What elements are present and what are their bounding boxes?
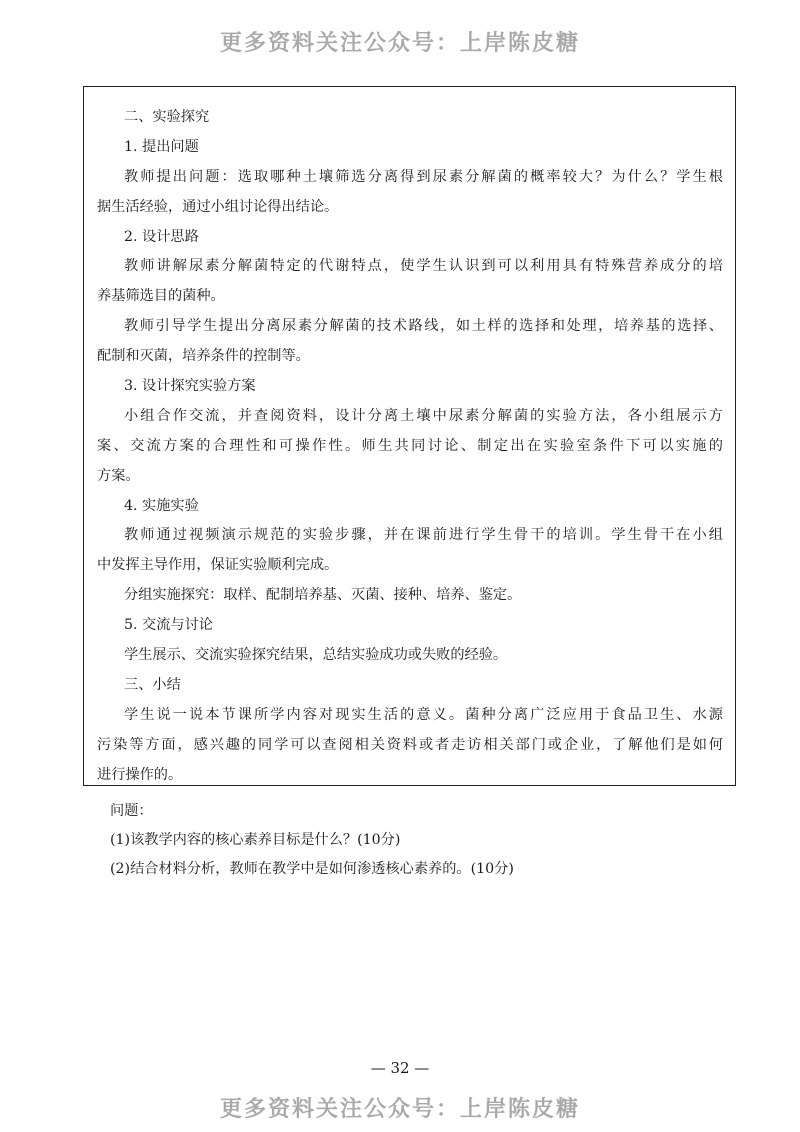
question-2: (2)结合材料分析，教师在教学中是如何渗透核心素养的。(10分) (110, 861, 514, 877)
material-line: 养基筛选目的菌种。 (97, 288, 225, 305)
material-line: 据生活经验，通过小组讨论得出结论。 (97, 198, 339, 215)
material-line: 1. 提出问题 (124, 138, 199, 155)
material-line: 学生展示、交流实验探究结果，总结实验成功或失败的经验。 (124, 647, 508, 664)
questions-heading: 问题： (110, 803, 153, 819)
question-1: (1)该教学内容的核心素养目标是什么？(10分) (110, 832, 401, 848)
material-line: 2. 设计思路 (124, 228, 199, 245)
material-line: 5. 交流与讨论 (124, 617, 213, 634)
material-line: 3. 设计探究实验方案 (124, 378, 256, 395)
material-line: 学生说一说本节课所学内容对现实生活的意义。菌种分离广泛应用于食品卫生、水源 (124, 706, 723, 723)
material-box (83, 86, 736, 786)
material-line: 三、小结 (124, 676, 181, 693)
questions-section (83, 797, 736, 884)
material-line: 教师提出问题：选取哪种土壤筛选分离得到尿素分解菌的概率较大？为什么？学生根 (124, 168, 723, 185)
material-line: 案、交流方案的合理性和可操作性。师生共同讨论、制定出在实验室条件下可以实施的 (97, 437, 723, 454)
watermark-top: 更多资料关注公众号：上岸陈皮糖 (219, 31, 580, 56)
material-line: 教师通过视频演示规范的实验步骤，并在课前进行学生骨干的培训。学生骨干在小组 (124, 527, 723, 544)
material-line: 进行操作的。 (97, 766, 183, 783)
material-line: 方案。 (97, 467, 140, 484)
material-line: 分组实施探究：取样、配制培养基、灭菌、接种、培养、鉴定。 (124, 587, 522, 604)
material-line: 二、实验探究 (124, 109, 210, 125)
material-line: 中发挥主导作用，保证实验顺利完成。 (97, 557, 339, 574)
material-line: 教师引导学生提出分离尿素分解菌的技术路线，如土样的选择和处理，培养基的选择、 (124, 318, 723, 335)
page-number: — 32 — (370, 1059, 430, 1077)
material-line: 污染等方面，感兴趣的同学可以查阅相关资料或者走访相关部门或企业，了解他们是如何 (97, 736, 723, 753)
watermark-bottom: 更多资料关注公众号：上岸陈皮糖 (219, 1097, 580, 1122)
material-line: 4. 实施实验 (124, 497, 199, 514)
material-line: 教师讲解尿素分解菌特定的代谢特点，使学生认识到可以利用具有特殊营养成分的培 (124, 258, 723, 275)
material-line: 小组合作交流，并查阅资料，设计分离土壤中尿素分解菌的实验方法，各小组展示方 (124, 407, 723, 424)
material-line: 配制和灭菌，培养条件的控制等。 (97, 348, 310, 365)
